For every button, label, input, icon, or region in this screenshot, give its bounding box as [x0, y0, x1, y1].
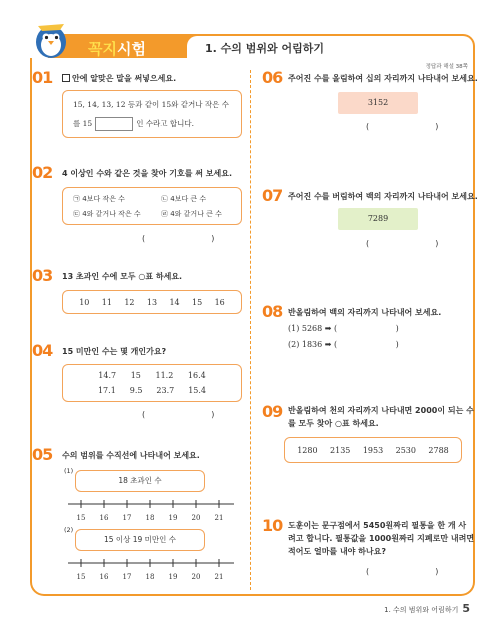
q5-text: 수의 범위를 수직선에 나타내어 보세요.	[62, 451, 200, 460]
number-line-1[interactable]	[66, 496, 236, 526]
page-header	[30, 30, 470, 58]
tick-label: 16	[99, 514, 109, 522]
q4-value: 11.2	[155, 371, 174, 380]
q5-sub2-box	[75, 529, 205, 551]
q8-line1[interactable]: (1) 5268 ➡ ( )	[288, 324, 399, 333]
q6-text: 주어진 수를 올림하여 십의 자리까지 나타내어 보세요.	[288, 74, 478, 83]
tick-label: 17	[122, 573, 132, 581]
q2-option-c: ㉢ 4와 같거나 작은 수	[73, 210, 141, 218]
tick-label: 16	[99, 573, 109, 581]
header-title: 꼭지시험	[88, 40, 146, 58]
q7-value-box: 7289	[338, 208, 418, 230]
tick-label: 21	[214, 573, 224, 581]
tick-label: 19	[168, 573, 178, 581]
q2-answer[interactable]: ( )	[142, 234, 215, 243]
q4-number: 04	[32, 341, 53, 360]
q10-text-line3: 적어도 얼마를 내야 하나요?	[288, 547, 387, 556]
q1-number: 01	[32, 68, 53, 87]
q3-text: 13 초과인 수에 모두 ○표 하세요.	[62, 272, 183, 281]
q4-value: 14.7	[98, 371, 117, 380]
q4-value: 16.4	[187, 371, 206, 380]
q3-number: 03	[32, 266, 53, 285]
q7-answer[interactable]: ( )	[366, 239, 439, 248]
column-divider	[250, 70, 251, 590]
q5-sub2-text: 15 이상 19 미만인 수	[103, 535, 177, 544]
footer-chapter: 1. 수의 범위와 어림하기	[384, 606, 459, 614]
tick-label: 15	[76, 573, 86, 581]
q9-num-1280[interactable]: 1280	[297, 445, 318, 455]
q3-num-15[interactable]: 15	[192, 297, 203, 307]
q2-options-box	[62, 187, 242, 225]
q9-num-2788[interactable]: 2788	[428, 445, 449, 455]
q2-number: 02	[32, 163, 53, 182]
q2-option-b: ㉡ 4보다 큰 수	[161, 195, 207, 203]
q3-num-16[interactable]: 16	[214, 297, 225, 307]
q9-num-2530[interactable]: 2530	[395, 445, 416, 455]
q1-line1: 15, 14, 13, 12 등과 같이 15와 같거나 작은 수	[73, 100, 230, 109]
q2-option-d: ㉣ 4와 같거나 큰 수	[161, 210, 222, 218]
q3-number-box	[62, 290, 242, 314]
q4-value: 17.1	[97, 386, 116, 395]
q4-number-box	[62, 364, 242, 402]
tick-label: 20	[191, 573, 201, 581]
q6-number: 06	[262, 68, 283, 87]
q5-sub1-label: (1)	[64, 467, 74, 475]
q4-answer[interactable]: ( )	[142, 410, 215, 419]
q4-value: 9.5	[129, 386, 143, 395]
q3-num-11[interactable]: 11	[101, 297, 112, 307]
q4-text: 15 미만인 수는 몇 개인가요?	[62, 347, 167, 356]
q5-number: 05	[32, 445, 53, 464]
q6-value-box: 3152	[338, 92, 418, 114]
q2-text: 4 이상인 수와 같은 것을 찾아 기호를 써 보세요.	[62, 169, 232, 178]
q5-sub1-text: 18 초과인 수	[118, 476, 162, 485]
header-subtitle: 1. 수의 범위와 어림하기	[205, 42, 324, 55]
q3-num-12[interactable]: 12	[124, 297, 135, 307]
number-line-2[interactable]	[66, 555, 236, 585]
tick-label: 15	[76, 514, 86, 522]
page-footer	[384, 602, 470, 615]
q6-answer[interactable]: ( )	[366, 122, 439, 131]
q9-text-line2: 를 모두 찾아 ○표 하세요.	[288, 419, 379, 428]
blank-box-icon	[62, 74, 70, 82]
q4-value: 23.7	[156, 386, 175, 395]
tick-label: 20	[191, 514, 201, 522]
q10-text-line2: 려고 합니다. 필통값을 1000원짜리 지폐로만 내려면	[288, 534, 475, 543]
q9-number-box	[284, 437, 462, 463]
q8-text: 반올림하여 백의 자리까지 나타내어 보세요.	[288, 308, 442, 317]
q5-sub2-label: (2)	[64, 526, 74, 534]
q1-text: 안에 알맞은 말을 써넣으세요.	[62, 73, 176, 85]
q1-line2: 를 15 인 수라고 합니다.	[73, 117, 194, 131]
q7-number: 07	[262, 186, 283, 205]
q1-box	[62, 90, 242, 138]
tick-label: 21	[214, 514, 224, 522]
q3-num-10[interactable]: 10	[79, 297, 90, 307]
q9-number: 09	[262, 402, 283, 421]
tick-label: 17	[122, 514, 132, 522]
q10-number: 10	[262, 516, 283, 535]
q9-num-2135[interactable]: 2135	[330, 445, 351, 455]
page-number: 5	[462, 602, 470, 615]
tick-label: 18	[145, 514, 155, 522]
q3-num-13[interactable]: 13	[146, 297, 158, 307]
q3-num-14[interactable]: 14	[169, 297, 180, 307]
q7-text: 주어진 수를 버림하여 백의 자리까지 나타내어 보세요.	[288, 192, 478, 201]
q5-sub1-box	[75, 470, 205, 492]
q8-line2[interactable]: (2) 1836 ➡ ( )	[288, 340, 399, 349]
q10-text-line1: 도훈이는 문구점에서 5450원짜리 필통을 한 개 사	[288, 521, 467, 530]
tick-label: 19	[168, 514, 178, 522]
q9-text-line1: 반올림하여 천의 자리까지 나타내면 2000이 되는 수	[288, 406, 474, 415]
q10-answer[interactable]: ( )	[366, 567, 439, 576]
tick-label: 18	[145, 573, 155, 581]
q4-value: 15	[130, 371, 141, 380]
q8-number: 08	[262, 302, 283, 321]
q9-num-1953[interactable]: 1953	[362, 445, 384, 455]
penguin-mascot-icon	[30, 18, 72, 60]
q4-value: 15.4	[188, 386, 206, 395]
q2-option-a: ㉠ 4보다 작은 수	[73, 195, 125, 203]
answer-reference: 정답과 해설 38쪽	[425, 64, 468, 70]
q1-answer-blank[interactable]	[95, 117, 133, 131]
